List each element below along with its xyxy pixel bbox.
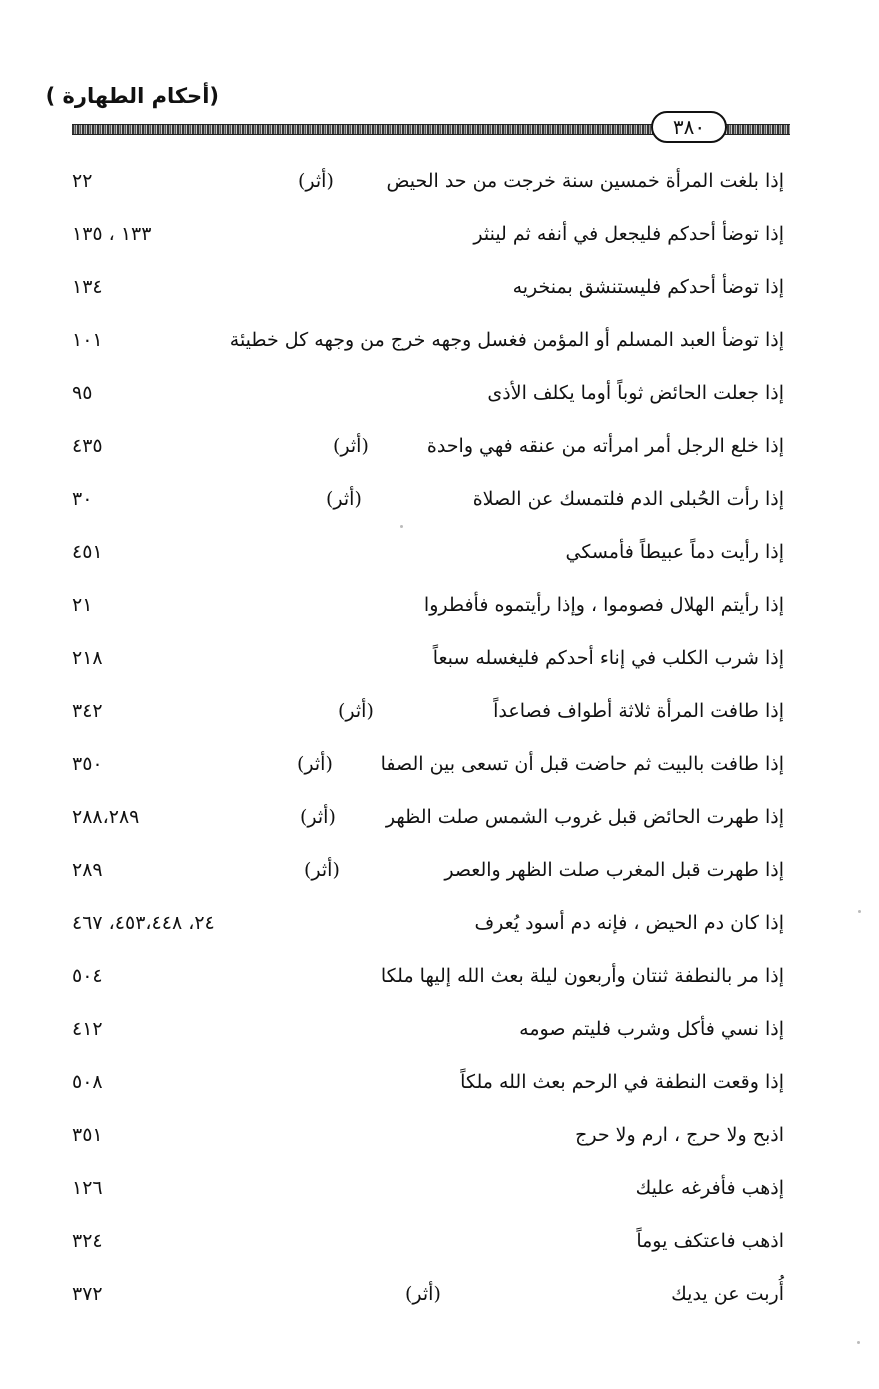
entry-note: (أثر) xyxy=(338,700,374,722)
entry-pages: ١٣٣ ، ١٣٥ xyxy=(72,223,152,245)
index-entry xyxy=(0,425,879,475)
margin-speck xyxy=(400,525,403,528)
entry-pages: ٣٠ xyxy=(72,488,93,510)
index-entry xyxy=(0,849,879,899)
index-entry xyxy=(0,743,879,793)
entry-note: (أثر) xyxy=(297,753,333,775)
entry-pages: ٩٥ xyxy=(72,382,93,404)
entry-pages: ٣٥٠ xyxy=(72,753,103,775)
entry-pages: ٥٠٨ xyxy=(72,1071,103,1093)
entry-pages: ٣٧٢ xyxy=(72,1283,103,1305)
index-entry xyxy=(0,1061,879,1111)
entry-text: إذا جعلت الحائض ثوباً أوما يكلف الأذى xyxy=(487,382,784,404)
index-entry xyxy=(0,319,879,369)
entry-text: إذا وقعت النطفة في الرحم بعث الله ملكاً xyxy=(460,1071,784,1093)
entry-pages: ٢٨٨،٢٨٩ xyxy=(72,806,140,828)
entry-text: إذا بلغت المرأة خمسين سنة خرجت من حد الحيض xyxy=(386,170,784,192)
entry-pages: ٢٨٩ xyxy=(72,859,103,881)
entry-text: اذبح ولا حرج ، ارم ولا حرج xyxy=(575,1124,784,1146)
index-entry xyxy=(0,637,879,687)
index-entry xyxy=(0,955,879,1005)
index-entry xyxy=(0,796,879,846)
entry-text: إذا طافت المرأة ثلاثة أطواف فصاعداً xyxy=(493,700,784,722)
entry-text: إذا رأيتم الهلال فصوموا ، وإذا رأيتموه فأفطروا xyxy=(423,594,784,616)
index-entry xyxy=(0,1220,879,1270)
entry-text: اذهب فاعتكف يوماً xyxy=(636,1230,784,1252)
entry-pages: ٤١٢ xyxy=(72,1018,103,1040)
entry-text: إذا رأيت دماً عبيطاً فأمسكي xyxy=(565,541,784,563)
entry-pages: ١٢٦ xyxy=(72,1177,103,1199)
entry-pages: ١٣٤ xyxy=(72,276,103,298)
entry-note: (أثر) xyxy=(304,859,340,881)
index-entry xyxy=(0,690,879,740)
index-entry xyxy=(0,531,879,581)
index-entry xyxy=(0,1273,879,1323)
entry-text: إذا طافت بالبيت ثم حاضت قبل أن تسعى بين الصفا xyxy=(380,753,784,775)
entry-pages: ٢٢ xyxy=(72,170,93,192)
entry-pages: ١٠١ xyxy=(72,329,103,351)
entry-pages: ٣٥١ xyxy=(72,1124,103,1146)
entry-text: إذا شرب الكلب في إناء أحدكم فليغسله سبعاً xyxy=(432,647,784,669)
index-entry xyxy=(0,902,879,952)
page-number-badge: ٣٨٠ xyxy=(651,111,727,143)
entry-note: (أثر) xyxy=(298,170,334,192)
entry-text: إذا توضأ أحدكم فليستنشق بمنخريه xyxy=(512,276,784,298)
entry-pages: ٣٢٤ xyxy=(72,1230,103,1252)
entry-text: إذا طهرت قبل المغرب صلت الظهر والعصر xyxy=(444,859,784,881)
entry-text: إذا خلع الرجل أمر امرأته من عنقه فهي واحدة xyxy=(426,435,784,457)
index-entry xyxy=(0,160,879,210)
entry-note: (أثر) xyxy=(326,488,362,510)
entry-text: إذا نسي فأكل وشرب فليتم صومه xyxy=(519,1018,784,1040)
margin-speck xyxy=(858,910,861,913)
book-title: (أحكام الطهارة ) xyxy=(45,84,219,108)
entry-text: إذا رأت الحُبلى الدم فلتمسك عن الصلاة xyxy=(472,488,784,510)
entry-text: إذهب فأفرغه عليك xyxy=(635,1177,784,1199)
entry-text: أُربت عن يديك xyxy=(671,1283,784,1305)
index-entry xyxy=(0,266,879,316)
index-entry xyxy=(0,1114,879,1164)
entry-note: (أثر) xyxy=(300,806,336,828)
entry-text: إذا مر بالنطفة ثنتان وأربعون ليلة بعث الله إليها ملكا xyxy=(380,965,784,987)
entry-pages: ٤٥١ xyxy=(72,541,103,563)
index-entry xyxy=(0,213,879,263)
entry-pages: ٢١٨ xyxy=(72,647,103,669)
entry-note: (أثر) xyxy=(333,435,369,457)
entry-pages: ٣٤٢ xyxy=(72,700,103,722)
entry-text: إذا كان دم الحيض ، فإنه دم أسود يُعرف xyxy=(474,912,784,934)
entry-pages: ٢١ xyxy=(72,594,93,616)
index-entry xyxy=(0,478,879,528)
entry-pages: ٥٠٤ xyxy=(72,965,103,987)
entry-text: إذا طهرت الحائض قبل غروب الشمس صلت الظهر xyxy=(385,806,784,828)
entry-note: (أثر) xyxy=(405,1283,441,1305)
index-entry xyxy=(0,372,879,422)
index-entry xyxy=(0,584,879,634)
entry-pages: ٢٤، ٤٥٣،٤٤٨، ٤٦٧ xyxy=(72,912,215,934)
index-entry xyxy=(0,1167,879,1217)
entry-text: إذا توضأ أحدكم فليجعل في أنفه ثم لينثر xyxy=(473,223,784,245)
entry-text: إذا توضأ العبد المسلم أو المؤمن فغسل وجهه خرج من وجهه كل خطيئة xyxy=(229,329,784,351)
entry-pages: ٤٣٥ xyxy=(72,435,103,457)
index-entry xyxy=(0,1008,879,1058)
margin-speck xyxy=(857,1341,860,1344)
